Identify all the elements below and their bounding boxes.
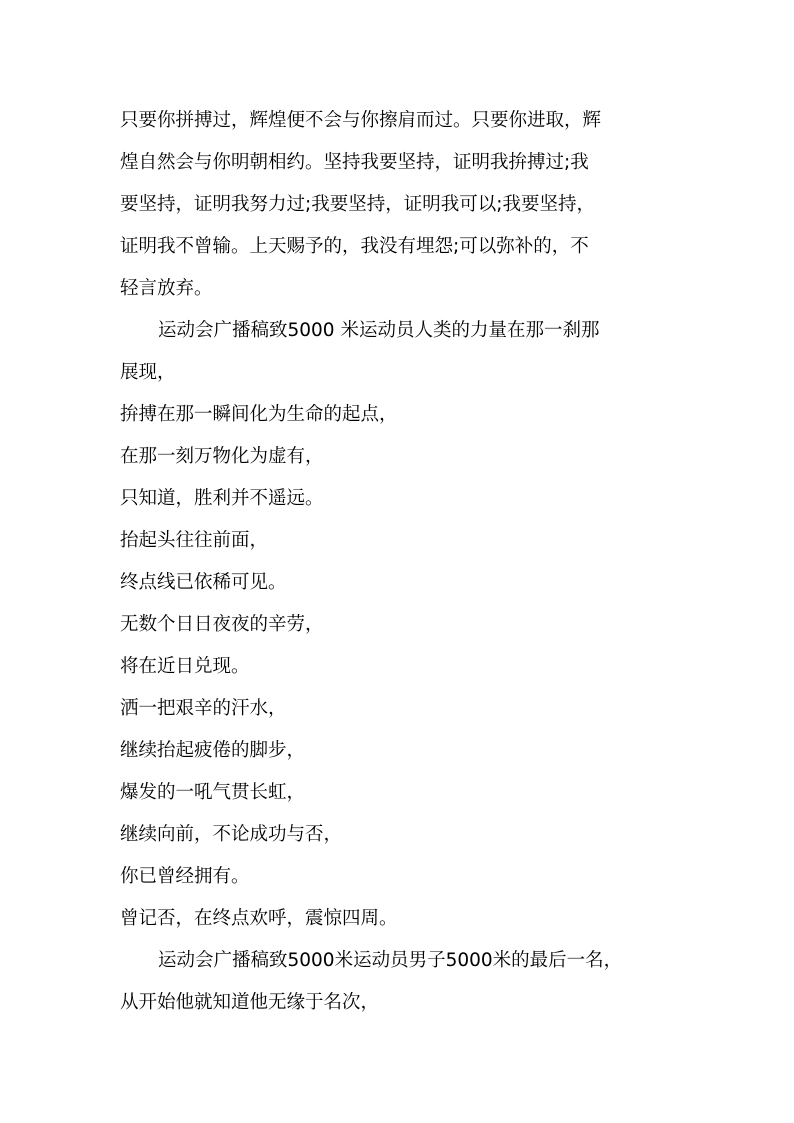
text-line: 展现，: [120, 362, 176, 383]
paragraph-16: [120, 940, 685, 1024]
text-line: 将在近日兑现。: [120, 656, 250, 677]
text-line: 在那一刻万物化为虚有，: [120, 446, 324, 467]
text-line: 你已曾经拥有。: [120, 866, 250, 887]
paragraph-6: [120, 520, 685, 562]
text-line: 终点线已依稀可见。: [120, 572, 287, 593]
text-line: 运动会广播稿致5000米运动员男子5000米的最后一名，: [158, 950, 623, 971]
paragraph-12: [120, 772, 685, 814]
paragraph-9: [120, 646, 685, 688]
text-line: 运动会广播稿致5000 米运动员人类的力量在那一刹那: [158, 320, 600, 341]
text-line: 无数个日日夜夜的辛劳，: [120, 614, 324, 635]
text-line: 只要你拼搏过，辉煌便不会与你擦肩而过。只要你进取，辉: [120, 110, 602, 131]
paragraph-13: [120, 814, 685, 856]
text-line: 要坚持，证明我努力过;我要坚持，证明我可以;我要坚持，: [120, 194, 595, 215]
text-line: 曾记否，在终点欢呼，震惊四周。: [120, 908, 398, 929]
text-line: 继续抬起疲倦的脚步，: [120, 740, 306, 761]
text-line: 只知道，胜利并不遥远。: [120, 488, 324, 509]
text-line: 煌自然会与你明朝相约。坚持我要坚持，证明我拚搏过;我: [120, 152, 589, 173]
paragraph-1: [120, 100, 685, 310]
paragraph-11: [120, 730, 685, 772]
text-line: 爆发的一吼气贯长虹，: [120, 782, 306, 803]
paragraph-8: [120, 604, 685, 646]
paragraph-3: [120, 394, 685, 436]
text-line: 继续向前，不论成功与否，: [120, 824, 343, 845]
text-line: 从开始他就知道他无缘于名次，: [120, 992, 380, 1013]
text-line: 拚搏在那一瞬间化为生命的起点，: [120, 404, 398, 425]
paragraph-14: [120, 856, 685, 898]
text-line: 证明我不曾输。上天赐予的，我没有埋怨;可以弥补的，不: [120, 236, 589, 257]
text-line: 洒一把艰辛的汗水，: [120, 698, 287, 719]
paragraph-10: [120, 688, 685, 730]
paragraph-5: [120, 478, 685, 520]
paragraph-15: [120, 898, 685, 940]
paragraph-4: [120, 436, 685, 478]
paragraph-2: [120, 310, 685, 394]
text-line: 抬起头往往前面，: [120, 530, 269, 551]
text-line: 轻言放弃。: [120, 278, 213, 299]
document-body: [120, 100, 685, 1024]
paragraph-7: [120, 562, 685, 604]
